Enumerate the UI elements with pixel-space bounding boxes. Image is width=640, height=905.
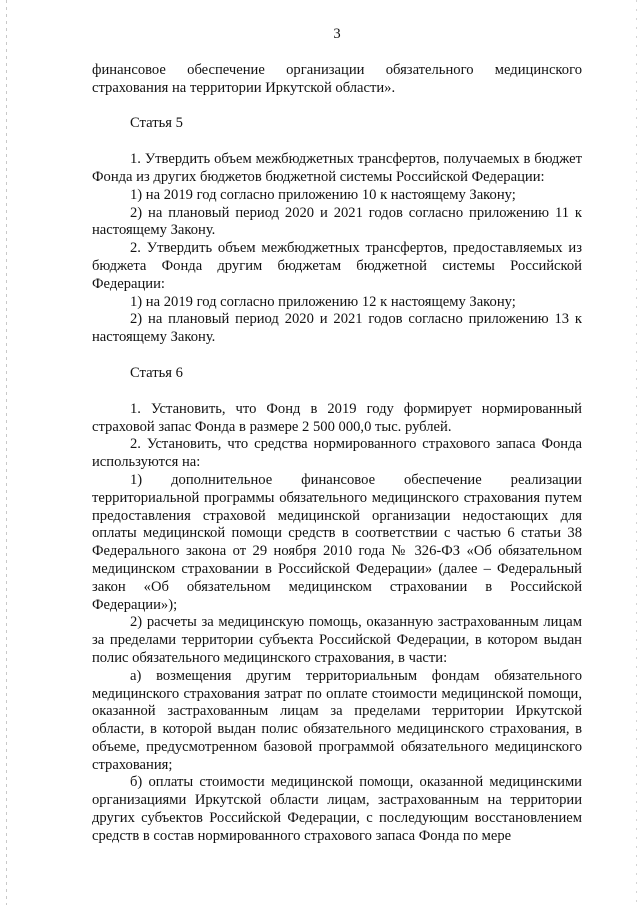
article-5-item-1-sub-2: 2) на плановый период 2020 и 2021 годов согласно приложению 11 к настоящему Закону. bbox=[92, 204, 582, 239]
article-5-item-2-sub-1: 1) на 2019 год согласно приложению 12 к настоящему Закону; bbox=[130, 293, 516, 310]
paragraph-continuation: финансовое обеспечение организации обязательного медицинского страхования на территории Иркутской области». bbox=[92, 61, 582, 96]
article-6-item-2-sub-2-a: а) возмещения другим территориальным фондам обязательного медицинского страхования затрат по оплате стоимости медицинской помощи, оказанной застрахованным лицам за пределами территории Иркутской области, в которой выдан полис обязательного медицинского страхования, в объеме, предусмотренном базовой программой обязательного медицинского страхования; bbox=[92, 667, 582, 773]
article-6-heading: Статья 6 bbox=[130, 364, 183, 381]
article-6-item-2-sub-2: 2) расчеты за медицинскую помощь, оказанную застрахованным лицам за пределами территории субъекта Российской Федерации, в котором выдан полис обязательного медицинского страхования, в части: bbox=[92, 614, 582, 666]
article-5-heading: Статья 5 bbox=[130, 115, 183, 132]
article-6-item-1: 1. Установить, что Фонд в 2019 году формирует нормированный страховой запас Фонда в размере 2 500 000,0 тыс. рублей. bbox=[92, 400, 582, 435]
article-6-item-2: 2. Установить, что средства нормированного страхового запаса Фонда используются на: bbox=[92, 436, 582, 471]
article-6-item-2-sub-1: 1) дополнительное финансовое обеспечение реализации территориальной программы обязательного медицинского страхования путем предоставления страховой медицинской организации недостающих для оплаты медицинской помощи средств в соответствии с частью 6 статьи 38 Федерального закона от 29 ноября 2010 года № 326-ФЗ «Об обязательном медицинском страховании в Российской Федерации» (далее – Федеральный закон «Об обязательном медицинском страховании в Российской Федерации»); bbox=[92, 471, 582, 613]
article-5-item-2-sub-2: 2) на плановый период 2020 и 2021 годов согласно приложению 13 к настоящему Закону. bbox=[92, 311, 582, 346]
article-5-item-2: 2. Утвердить объем межбюджетных трансфертов, предоставляемых из бюджета Фонда другим бюджетам бюджетной системы Российской Федерации: bbox=[92, 240, 582, 292]
article-5-item-1: 1. Утвердить объем межбюджетных трансфертов, получаемых в бюджет Фонда из других бюджетов бюджетной системы Российской Федерации: bbox=[92, 151, 582, 185]
article-5-item-1-sub-1: 1) на 2019 год согласно приложению 10 к настоящему Закону; bbox=[130, 186, 516, 203]
page-number: 3 bbox=[333, 26, 341, 42]
article-6-item-2-sub-2-b: б) оплаты стоимости медицинской помощи, оказанной медицинскими организациями Иркутской области лицам, застрахованным на территории других субъектов Российской Федерации, с последующим восстановлением средств в состав нормированного страхового запаса Фонда по мере bbox=[92, 774, 582, 844]
